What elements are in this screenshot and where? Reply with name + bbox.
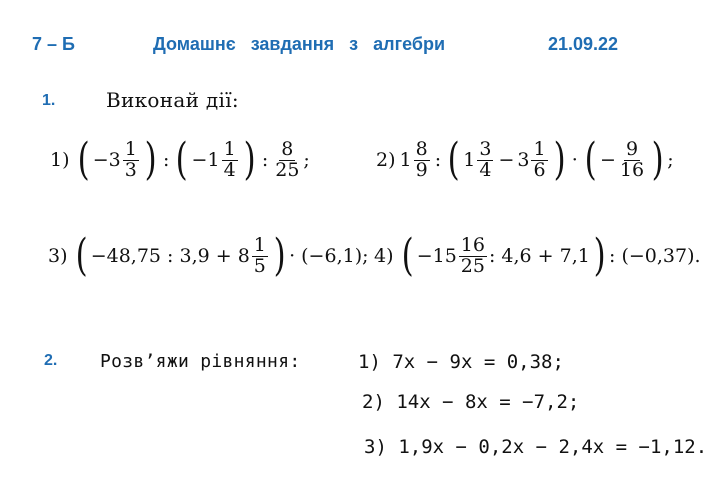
mixed-whole: 3 <box>517 149 530 171</box>
fraction: $\frac{1}{4}$ <box>223 137 236 181</box>
page-title: Домашнє завдання з алгебри <box>153 34 446 54</box>
exercise-1 <box>50 133 310 187</box>
open-paren: ( <box>584 134 597 185</box>
open-paren: ( <box>75 230 88 281</box>
task-2-number: 2. <box>44 352 58 369</box>
expression-part: −48,75 : 3,9 + 8 <box>90 245 250 267</box>
task-1-instruction: Виконай дії: <box>106 88 239 112</box>
equation-3: 3) 1,9x − 0,2x − 2,4x = −1,12. <box>364 436 708 458</box>
expression-part: · (−6,1); <box>289 245 369 267</box>
minus-sign: − <box>498 149 515 171</box>
mixed-whole: −3 <box>92 149 121 171</box>
mixed-whole: 1 <box>463 149 476 171</box>
exercise-2-label: 2) <box>376 149 396 171</box>
mixed-whole: −15 <box>416 245 457 267</box>
task-1-number: 1. <box>42 92 56 109</box>
class-label: 7 – Б <box>32 34 75 54</box>
fraction: $\frac{3}{4}$ <box>479 137 492 181</box>
exercise-1-label: 1) <box>50 149 70 171</box>
semicolon: ; <box>667 149 674 171</box>
open-paren: ( <box>447 134 460 185</box>
divide-sign: : <box>261 149 269 171</box>
equation-2: 2) 14x − 8x = −7,2; <box>362 391 580 413</box>
exercise-3 <box>48 228 369 284</box>
fraction: $\frac{16}{25}$ <box>460 233 485 277</box>
divide-sign: : <box>162 149 170 171</box>
exercise-4-label: 4) <box>374 245 394 267</box>
exercise-2 <box>376 133 674 187</box>
task-2-instruction: Розв’яжи рівняння: <box>100 351 301 372</box>
fraction: $\frac{1}{5}$ <box>253 233 266 277</box>
close-paren: ) <box>273 230 286 281</box>
expression-part: : (−0,37). <box>609 245 701 267</box>
negative-sign: − <box>599 149 616 171</box>
fraction: $\frac{1}{3}$ <box>124 137 137 181</box>
close-paren: ) <box>243 134 256 185</box>
exercise-4 <box>374 228 701 284</box>
close-paren: ) <box>651 134 664 185</box>
close-paren: ) <box>593 230 606 281</box>
fraction: $\frac{8}{25}$ <box>275 137 300 181</box>
equation-1: 1) 7x − 9x = 0,38; <box>358 351 564 373</box>
fraction: $\frac{1}{6}$ <box>533 137 546 181</box>
fraction: $\frac{9}{16}$ <box>619 137 645 181</box>
open-paren: ( <box>175 134 188 185</box>
expression-part: : 4,6 + 7,1 <box>488 245 590 267</box>
close-paren: ) <box>144 134 157 185</box>
multiply-sign: · <box>571 149 578 171</box>
mixed-whole: 1 <box>399 149 412 171</box>
open-paren: ( <box>77 134 90 185</box>
exercise-3-label: 3) <box>48 245 68 267</box>
semicolon: ; <box>303 149 310 171</box>
divide-sign: : <box>434 149 442 171</box>
open-paren: ( <box>401 230 414 281</box>
fraction: $\frac{8}{9}$ <box>415 137 428 181</box>
close-paren: ) <box>553 134 566 185</box>
date-label: 21.09.22 <box>548 34 619 54</box>
mixed-whole: −1 <box>191 149 220 171</box>
